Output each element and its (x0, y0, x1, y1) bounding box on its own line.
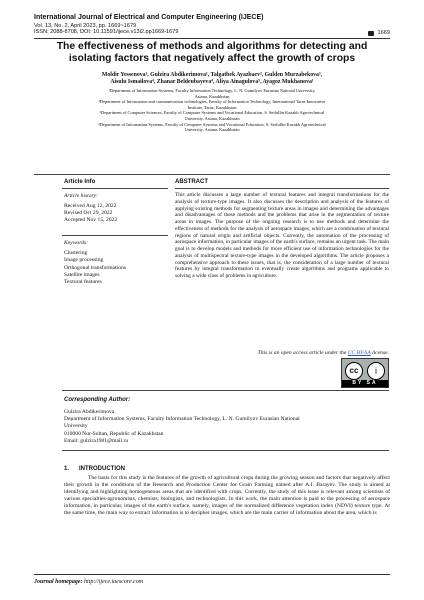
affiliation-line: University, Astana, Kazakhstan (184, 127, 240, 133)
journal-name: International Journal of Electrical and Computer Engineering (IJECE) (34, 14, 264, 21)
keywords (64, 240, 126, 286)
author-line: Moldir Yessenova¹, Gulzira Abdikerimova¹, Talgatbek Ayazbaev², Gulden Murzabekova³, (101, 72, 323, 78)
footer-rule (34, 574, 390, 575)
title-line: isolating factors that negatively affect the growth of crops (68, 53, 356, 65)
page-icon (368, 31, 374, 36)
affiliation-line: ³Department of Computer Sciences, Faculty of Computer Systems and Vocational Education, S. Seifullin Kazakh Agrotechnical (99, 110, 325, 116)
title-line: The effectiveness of methods and algorithms for detecting and (56, 41, 368, 52)
author-list (34, 72, 390, 86)
issn-doi: ISSN: 2088-8708, DOI: 10.11591/ijece.v13i2.pp1669-1679 (34, 29, 179, 35)
introduction-text: The basis for this study is the features of the growth of agricultural crops during the growing season and factors that negatively affect their growth in the conditions of the Research and Production Center for Grain Farming named after A.I. Barayev. The study is aimed at identifying and highlighting homogeneous areas that are identified with crops. Currently, the study of this issue is relevant among scientists of various specialties-agronomists, chemists, biologists, and technologists. In this work, the main attention is paid to the processing of aerospace information, in particular, images of the earth's surface, namely, images of the normalized difference vegetation index (NDVI) texture type. At the same time, the main way to extract information is to decipher images, which are the main carrier of information about the area, which is (64, 475, 390, 517)
divider (62, 450, 389, 451)
homepage-link[interactable]: http://ijece.iaescore.com (84, 579, 144, 585)
affiliations (34, 88, 390, 133)
open-access-note (175, 350, 389, 356)
history-received: Received Aug 12, 2022 (64, 203, 117, 209)
corr-email: Email: gulzira1981@mail.ru (64, 437, 129, 444)
license-link[interactable]: CC BY-SA (347, 350, 371, 356)
keywords-label: Keywords: (64, 240, 89, 246)
article-info-heading: Article Info (64, 179, 96, 185)
introduction-heading: 1. INTRODUCTION (64, 466, 126, 472)
keyword: Clustering (64, 250, 88, 257)
corr-line: 010000 Nur-Sultan, Republic of Kazakhstan (64, 430, 164, 437)
history-revised: Revised Oct 29, 2022 (64, 210, 113, 216)
keyword: Textural features (64, 279, 102, 286)
oa-prefix: This is an open access article under the (257, 350, 348, 356)
corr-line: Department of Information Systems, Faculty Information Technology, L. N. Gumilyov Eurasian National (64, 416, 300, 423)
header-rule (34, 38, 390, 39)
affiliation-line: ²Department of Information and communication technologies, Faculty of Information Technology, International Taraz Innovative (98, 99, 326, 105)
corresponding-author-heading: Corresponding Author: (64, 397, 131, 403)
affiliation-line: Institute, Taraz, Kazakhstan (187, 104, 237, 110)
affiliation-line: ¹Department of Information Systems, Faculty Information Technology, L. N. Gumilyov Eurasian National University, (108, 88, 316, 93)
corr-line: University (64, 423, 88, 430)
issue-info (34, 23, 390, 35)
page-number: 1669 (377, 30, 390, 36)
paper-title (34, 41, 390, 66)
history-label: Article history: (64, 193, 99, 199)
attribution-icon: i (367, 362, 385, 380)
oa-suffix: license. (370, 350, 389, 356)
abstract-heading: ABSTRACT (175, 179, 208, 185)
divider (62, 188, 168, 189)
divider (62, 390, 389, 391)
history-accepted: Accepted Nov 15, 2022 (64, 217, 118, 223)
author-line: Aisulu Ismailova⁴, Zhanar Beldeubayeva⁴, Aliya Ainagulova⁵, Ayagoz Mukhanova¹ (110, 79, 314, 85)
article-history (64, 193, 117, 224)
keyword: Orthogonal transformations (64, 264, 126, 271)
cc-license-badge[interactable] (341, 358, 389, 388)
corr-line: Gulzira Abdikerimova (64, 409, 115, 415)
divider (34, 174, 390, 175)
affiliation-line: ⁴Department of Information Systems, Faculty of Computer Systems and Vocational Education, S. Seifullin Kazakh Agrotechnical (98, 121, 326, 127)
footer: Journal homepage: http://ijece.iaescore.com (34, 579, 144, 585)
affiliation-line: University, Astana, Kazakhstan (184, 115, 240, 121)
keyword: Satellite images (64, 271, 100, 278)
abstract-text: This article discusses a large number of textural features and integral transformations for the analysis of texture-type images. It also discusses the description and analysis of the features of applying existing methods for segmenting texture areas in images and determining the advantages and disadvantages of these methods and the problems that arise in the segmentation of texture areas in images. The purpose of the ongoing research is to use methods and determine the effectiveness of methods for the analysis of aerospace images, which are a combination of textural regions of natural origin and artificial objects. Currently, the automation of the processing of aerospace information, in particular images of the earth's surface, remains an urgent task. The main goal is to develop models and methods for more efficient use of information technologies for the analysis of multispectral texture-type images in the developed algorithms. The article proposes a comprehensive approach to these issues, that is, the consideration of a large number of textural features by integral transformation to eventually create algorithms and programs applicable to solving a wide class of problems in agriculture. (175, 192, 389, 279)
divider (175, 188, 389, 189)
keyword: Image processing (64, 257, 104, 264)
footer-label: Journal homepage (34, 579, 81, 585)
divider (62, 235, 168, 236)
cc-icon: cc (345, 362, 363, 380)
affiliation-line: Astana, Kazakhstan (194, 93, 230, 99)
volume-info: Vol. 13, No. 2, April 2023, pp. 1669~1679 (34, 23, 137, 29)
cc-badge-label: BY SA (342, 380, 388, 387)
corresponding-author (64, 409, 390, 445)
